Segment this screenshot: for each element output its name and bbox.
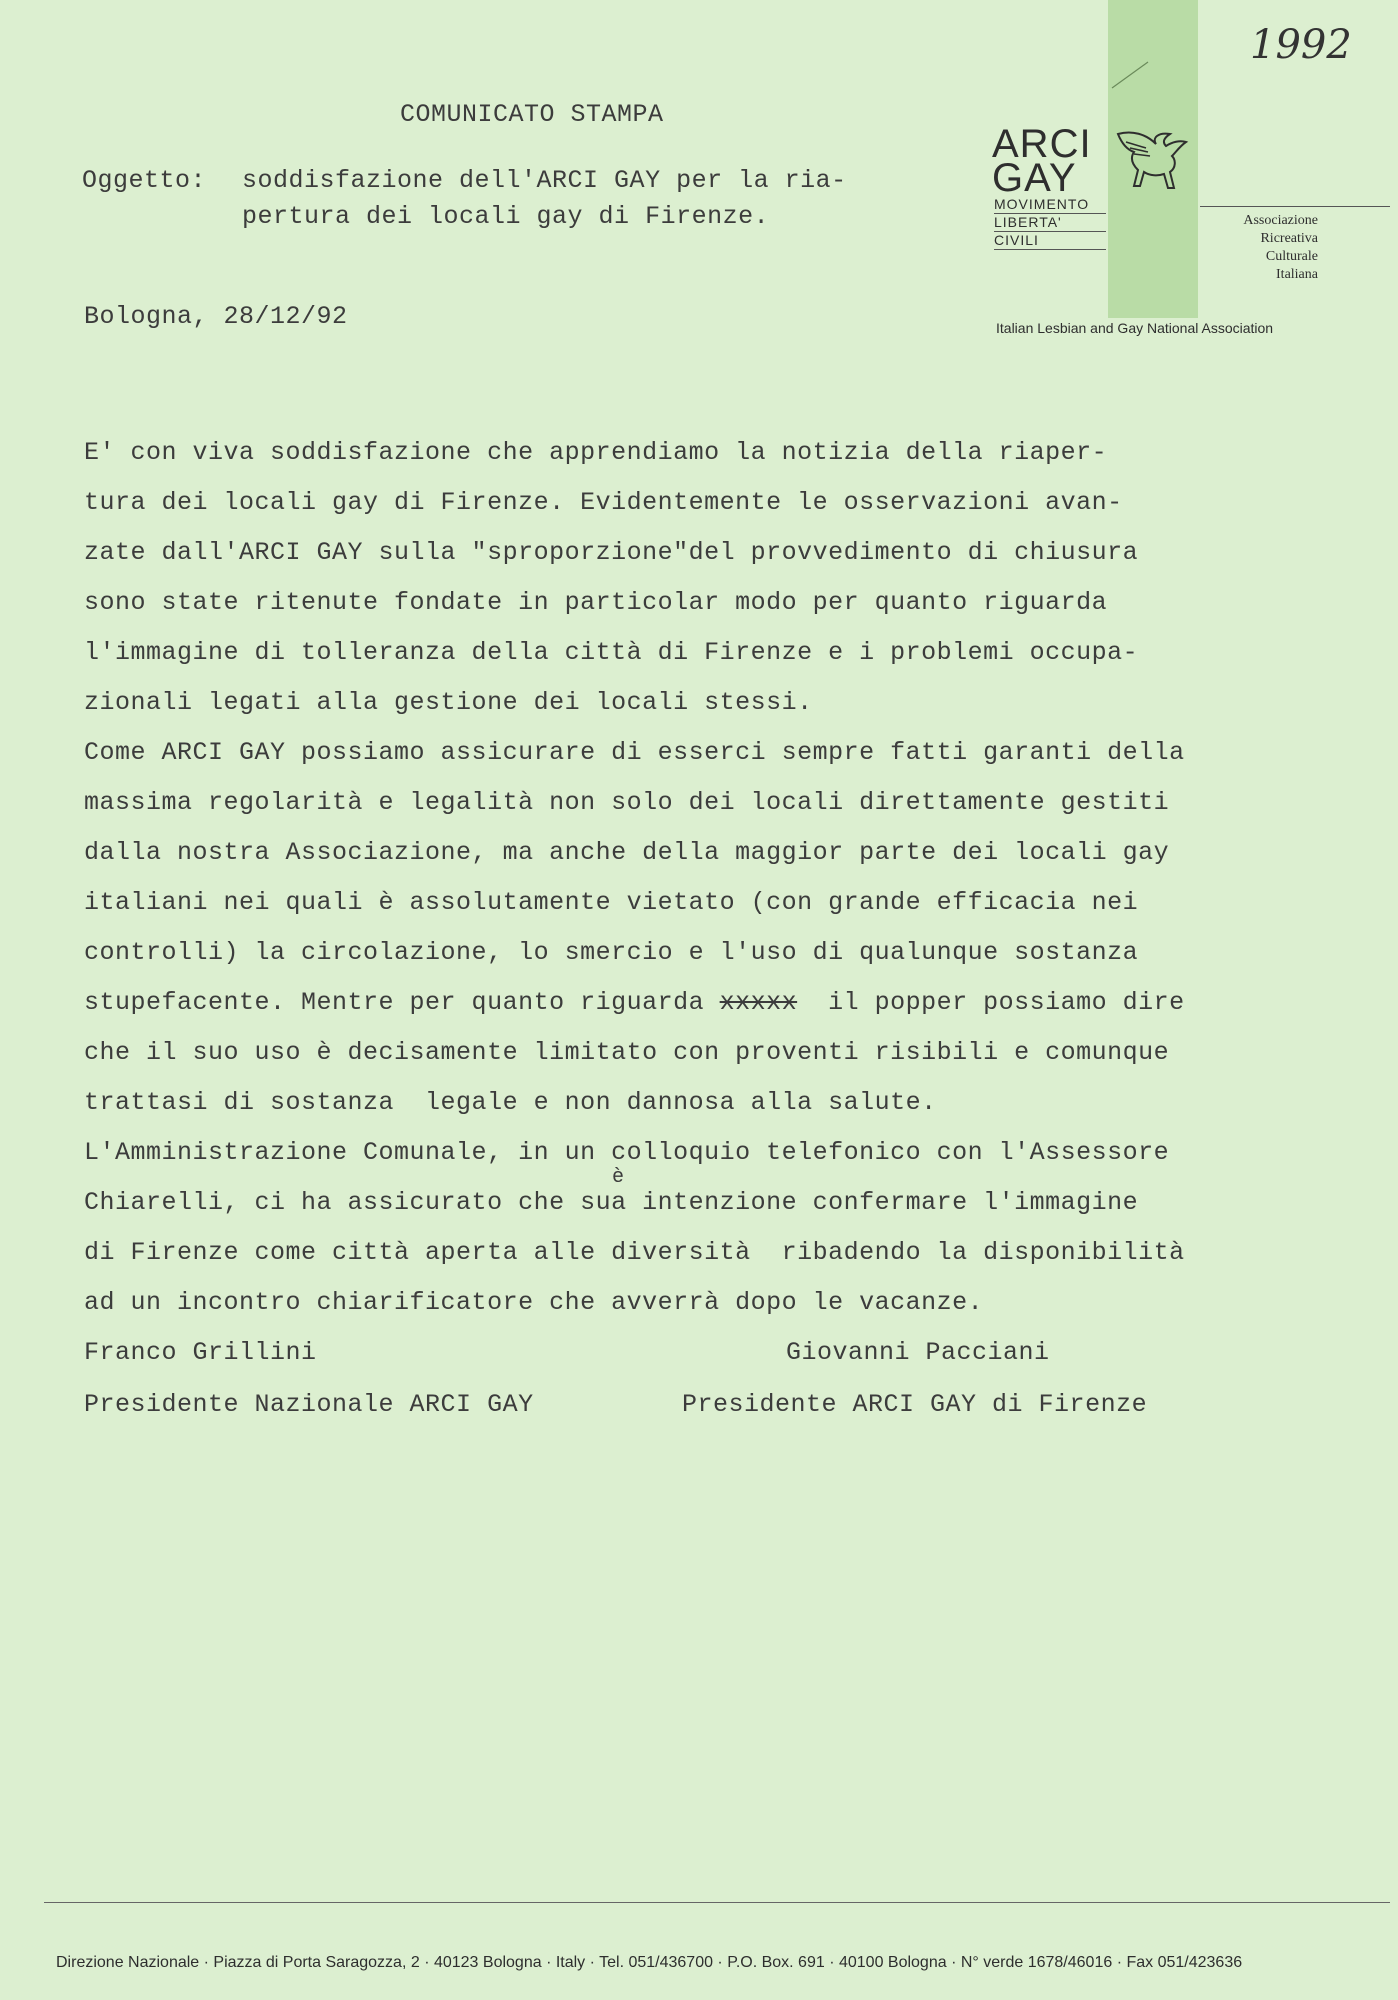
- assoc-line: Ricreativa: [1260, 231, 1318, 246]
- signature-right-name: Giovanni Pacciani: [786, 1338, 1050, 1367]
- assoc-rule: [1200, 206, 1390, 207]
- body-line-part: il popper possiamo dire: [797, 988, 1185, 1017]
- date-line: Bologna, 28/12/92: [84, 302, 348, 331]
- body-line: L'Amministrazione Comunale, in un colloquio telefonico con l'Assessore: [84, 1138, 1170, 1167]
- letterhead-diagonal-stroke: [1110, 60, 1150, 90]
- signature-left-title: Presidente Nazionale ARCI GAY: [84, 1390, 534, 1419]
- body-line: di Firenze come città aperta alle diversità ribadendo la disponibilità: [84, 1238, 1185, 1267]
- footer-address: Direzione Nazionale · Piazza di Porta Saragozza, 2 · 40123 Bologna · Italy · Tel. 051/436700 · P.O. Box. 691 · 40100 Bologna · N° verde 1678/46016 · Fax 051/423636: [56, 1954, 1243, 1971]
- assoc-line: Associazione: [1243, 213, 1318, 228]
- body-line: sono state ritenute fondate in particolar modo per quanto riguarda: [84, 588, 1108, 617]
- body-line: che il suo uso è decisamente limitato con proventi risibili e comunque: [84, 1038, 1170, 1067]
- body-line: l'immagine di tolleranza della città di Firenze e i problemi occupa-: [84, 638, 1139, 667]
- subject-label: Oggetto:: [82, 166, 207, 195]
- assoc-line: Italiana: [1276, 267, 1318, 282]
- body-line: zionali legati alla gestione dei locali stessi.: [84, 688, 813, 717]
- handwritten-year-note: 1992: [1250, 22, 1352, 68]
- signature-left-name: Franco Grillini: [84, 1338, 317, 1367]
- subject-line-2: pertura dei locali gay di Firenze.: [242, 202, 770, 231]
- body-line: dalla nostra Associazione, ma anche della maggior parte dei locali gay: [84, 838, 1170, 867]
- logo-movimento: MOVIMENTO: [994, 196, 1090, 212]
- body-line: Chiarelli, ci ha assicurato che sua intenzione confermare l'immagine: [84, 1188, 1139, 1217]
- body-line: controlli) la circolazione, lo smercio e l'uso di qualunque sostanza: [84, 938, 1139, 967]
- pegasus-logo-icon: [1112, 124, 1192, 196]
- body-line: italiani nei quali è assolutamente vietato (con grande efficacia nei: [84, 888, 1139, 917]
- body-line: trattasi di sostanza legale e non dannosa alla salute.: [84, 1088, 937, 1117]
- signature-right-title: Presidente ARCI GAY di Firenze: [682, 1390, 1148, 1419]
- logo-civili: CIVILI: [994, 232, 1039, 248]
- body-line: ad un incontro chiarificatore che avverrà dopo le vacanze.: [84, 1288, 984, 1317]
- international-tagline: Italian Lesbian and Gay National Association: [996, 320, 1274, 336]
- logo-liberta: LIBERTA': [994, 214, 1062, 230]
- body-line: E' con viva soddisfazione che apprendiamo la notizia della riaper-: [84, 438, 1108, 467]
- body-line: tura dei locali gay di Firenze. Evidentemente le osservazioni avan-: [84, 488, 1123, 517]
- assoc-line: Culturale: [1265, 249, 1318, 264]
- subject-line-1: soddisfazione dell'ARCI GAY per la ria-: [242, 166, 847, 195]
- body-line: Come ARCI GAY possiamo assicurare di esserci sempre fatti garanti della: [84, 738, 1185, 767]
- logo-text-gay: GAY: [992, 156, 1077, 200]
- struck-out-text: xxxxx: [719, 988, 798, 1017]
- document-heading: COMUNICATO STAMPA: [400, 100, 664, 129]
- body-line-with-strikeout: [84, 988, 1185, 1017]
- association-block: [1210, 212, 1318, 284]
- insertion-mark: è: [612, 1166, 625, 1189]
- body-line: zate dall'ARCI GAY sulla "sproporzione"del provvedimento di chiusura: [84, 538, 1139, 567]
- logo-text-arci: ARCI: [992, 122, 1092, 166]
- logo-rule-3: [994, 249, 1106, 250]
- footer-rule: [44, 1902, 1390, 1903]
- body-line-part: stupefacente. Mentre per quanto riguarda: [84, 988, 720, 1017]
- body-line: massima regolarità e legalità non solo dei locali direttamente gestiti: [84, 788, 1170, 817]
